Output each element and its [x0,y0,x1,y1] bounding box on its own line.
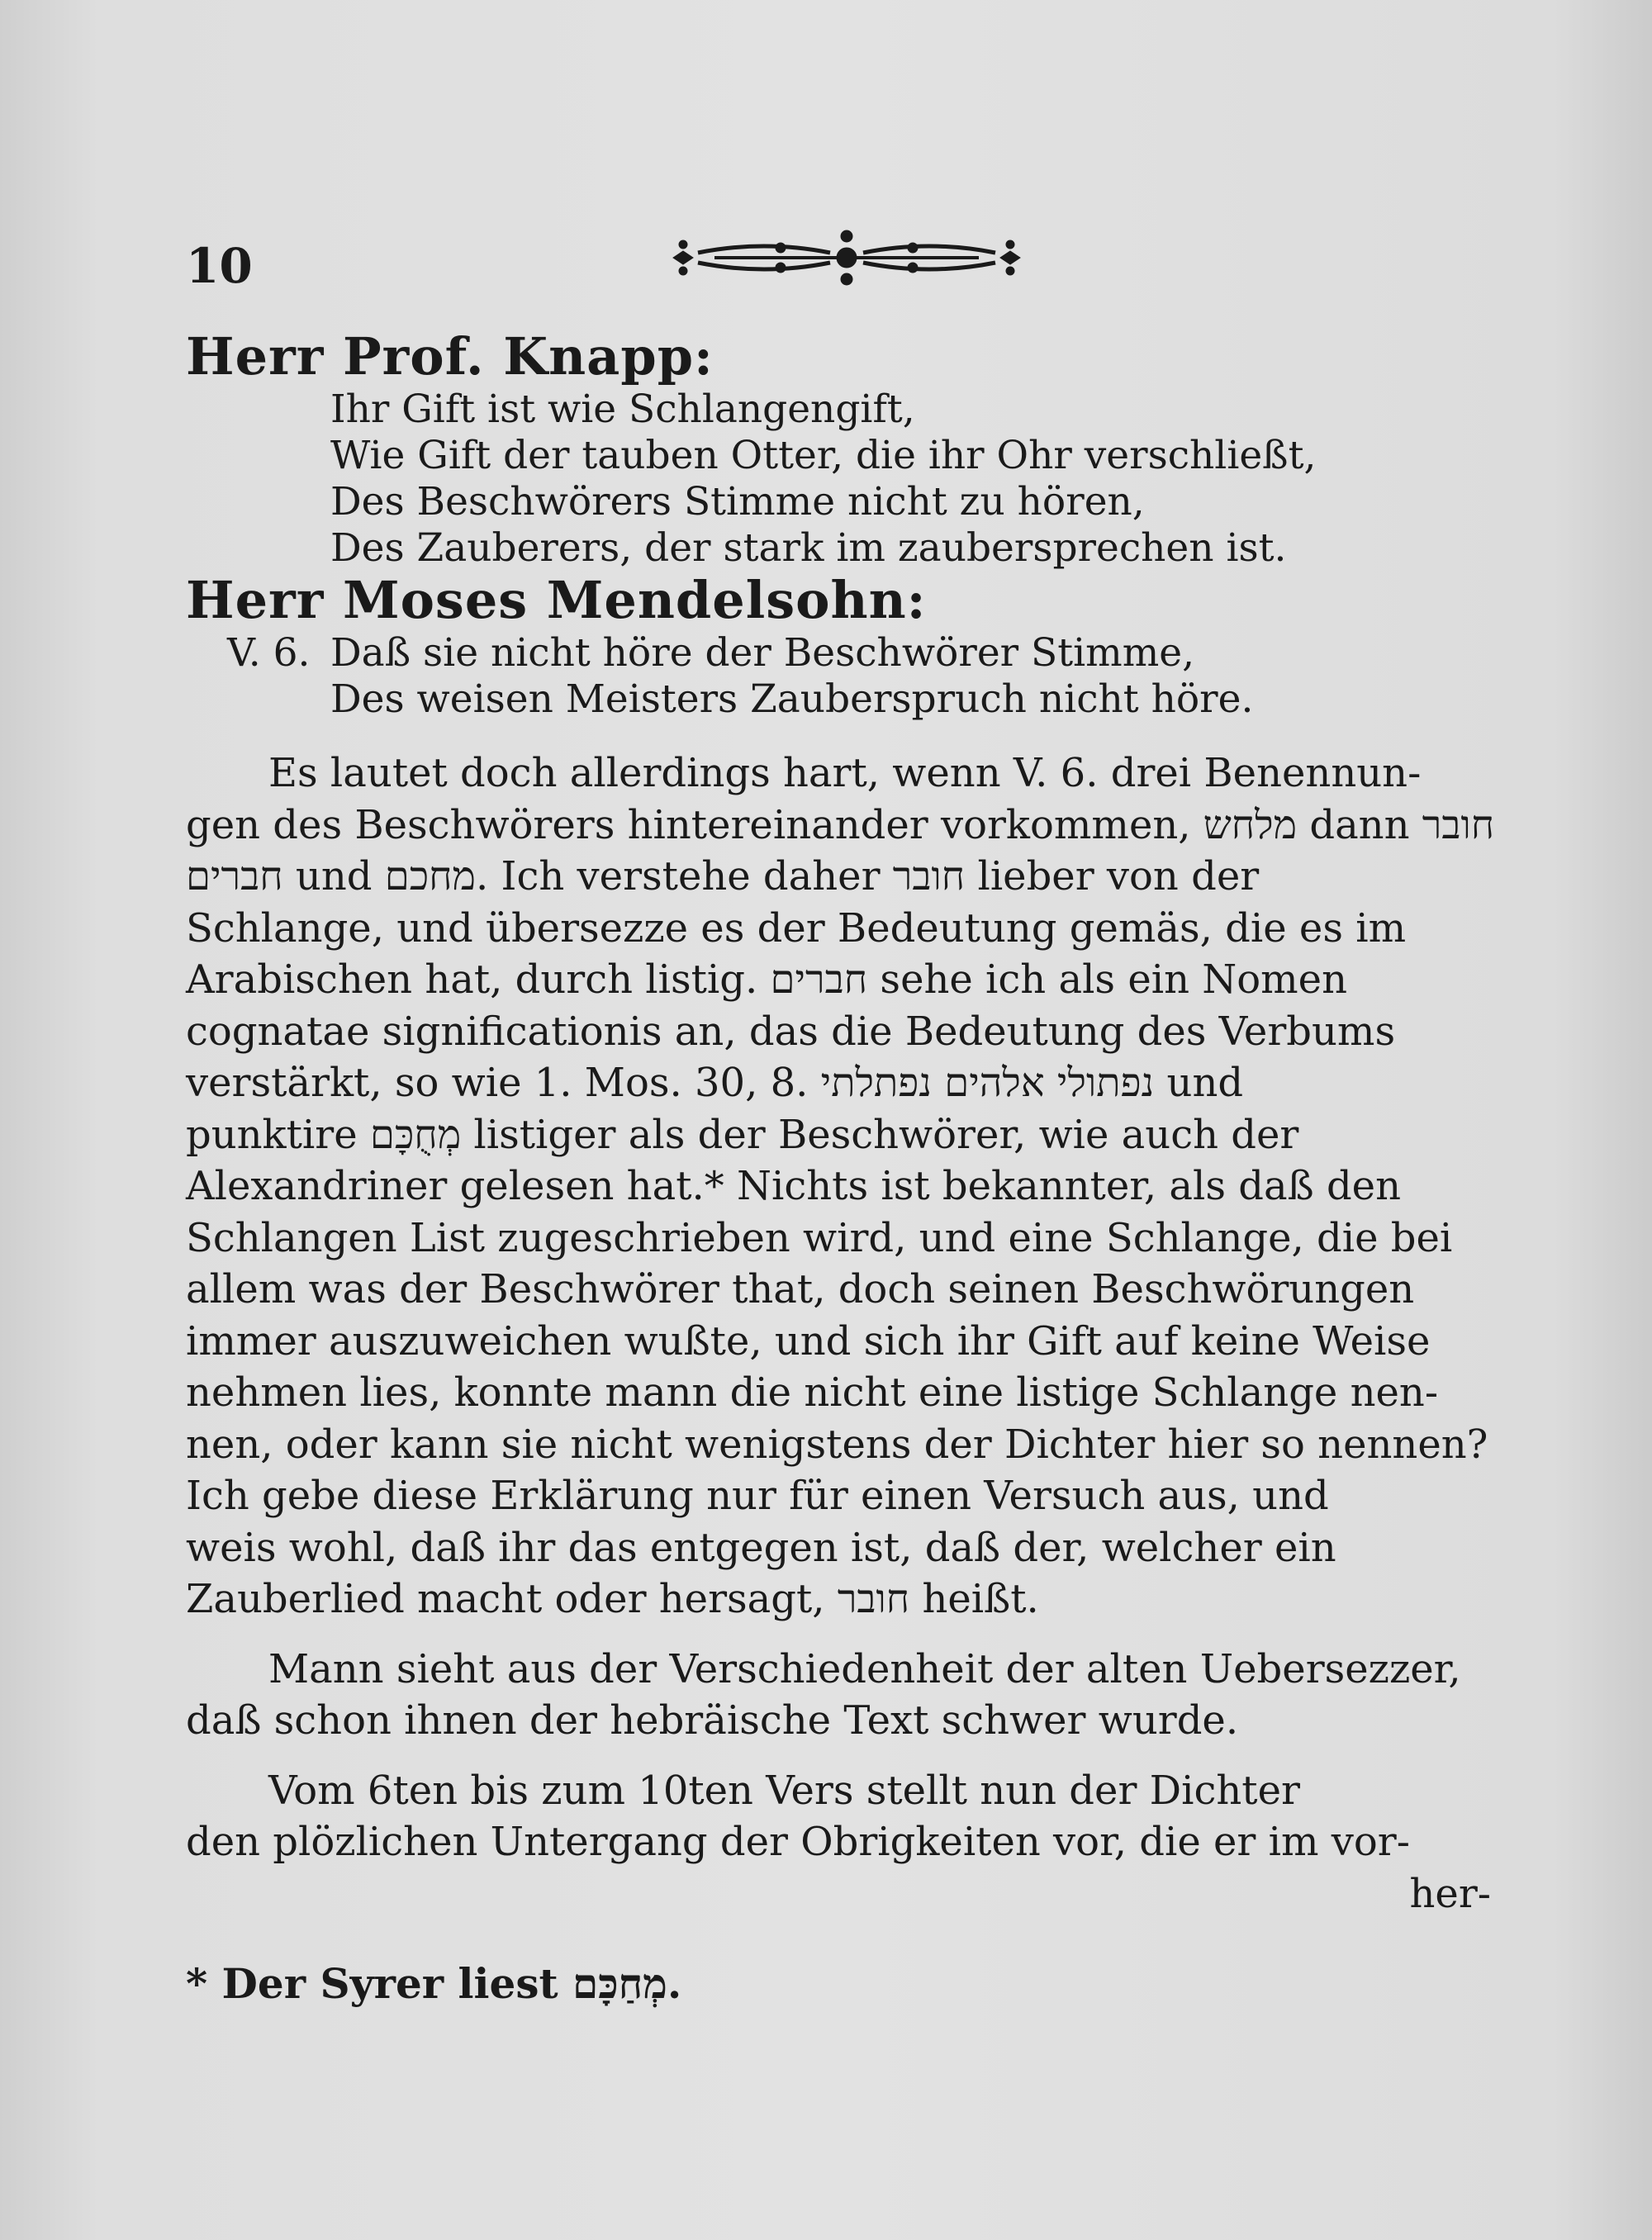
text-line: Schlange, und übersezze es der Bedeutung gemäs, die es im [186,904,1407,952]
speaker-knapp: Herr Prof. Knapp: [186,326,714,387]
text-line: חברים und מחכם. Ich verstehe daher חובר lieber von der [186,853,1260,899]
paragraph-1 [186,747,1495,1625]
text-line: punktire מְחֻכָּם listiger als der Beschwörer, wie auch der [186,1111,1299,1158]
main-text [186,747,1495,1920]
footnote: * Der Syrer liest מְחַכָּם. [186,1959,682,2008]
verse-line: Des Zauberers, der stark im zaubersprechen ist. [330,525,1287,571]
text-line: den plözlichen Untergang der Obrigkeiten vor, die er im vor- [186,1819,1410,1865]
text-line: Vom 6ten bis zum 10ten Vers stellt nun der Dichter [268,1767,1300,1814]
text-line: cognatae significationis an, das die Bedeutung des Verbums [186,1008,1396,1055]
paragraph-3 [186,1765,1491,1868]
ornament-vignette-icon [665,223,1028,289]
text-line: Arabischen hat, durch listig. חברים sehe ich als ein Nomen [186,956,1347,1003]
text-line: immer auszuweichen wußte, und sich ihr Gift auf keine Weise [186,1317,1431,1364]
mendelssohn-translation [186,570,1491,723]
text-line: Alexandriner gelesen hat.* Nichts ist bekannter, als daß den [186,1163,1401,1209]
verse-reference: V. 6. [227,630,311,676]
text-line: daß schon ihnen der hebräische Text schwer wurde. [186,1697,1239,1744]
text-line: allem was der Beschwörer that, doch seinen Beschwörungen [186,1266,1415,1312]
text-line: Zauberlied macht oder hersagt, חובר heißt. [186,1576,1039,1622]
text-line: verstärkt, so wie 1. Mos. 30, 8. נפתולי אלהים נפתלתי und [186,1060,1244,1106]
verse-line: Des Beschwörers Stimme nicht zu hören, [330,479,1145,524]
text-line: Mann sieht aus der Verschiedenheit der alten Uebersezzer, [268,1645,1461,1692]
page-header [186,223,1474,297]
text-line: weis wohl, daß ihr das entgegen ist, daß der, welcher ein [186,1524,1336,1571]
text-line: nehmen lies, konnte mann die nicht eine listige Schlange nen- [186,1369,1439,1416]
verse-line: Des weisen Meisters Zauberspruch nicht höre. [330,676,1254,722]
page-number: 10 [186,238,253,294]
knapp-translation [186,326,1491,572]
text-line: Ich gebe diese Erklärung nur für einen Versuch aus, und [186,1473,1329,1519]
verse-line [186,630,1491,676]
paragraph-gap [186,1625,1491,1644]
catchword: her- [1409,1870,1491,1917]
verse-line: Ihr Gift ist wie Schlangengift, [330,387,915,432]
text-line: gen des Beschwörers hintereinander vorkommen, מלחש dann חובר [186,801,1495,848]
text-line: Es lautet doch allerdings hart, wenn V. 6. drei Benennun- [268,750,1422,796]
verse-text: Daß sie nicht höre der Beschwörer Stimme, [330,630,1195,676]
speaker-mendelssohn: Herr Moses Mendelsohn: [186,570,927,630]
verse-line: Wie Gift der tauben Otter, die ihr Ohr verschließt, [330,433,1317,478]
text-line: nen, oder kann sie nicht wenigstens der Dichter hier so nennen? [186,1421,1488,1468]
paragraph-2 [186,1644,1491,1747]
paragraph-gap [186,1747,1491,1765]
text-line: Schlangen List zugeschrieben wird, und eine Schlange, die bei [186,1214,1453,1261]
